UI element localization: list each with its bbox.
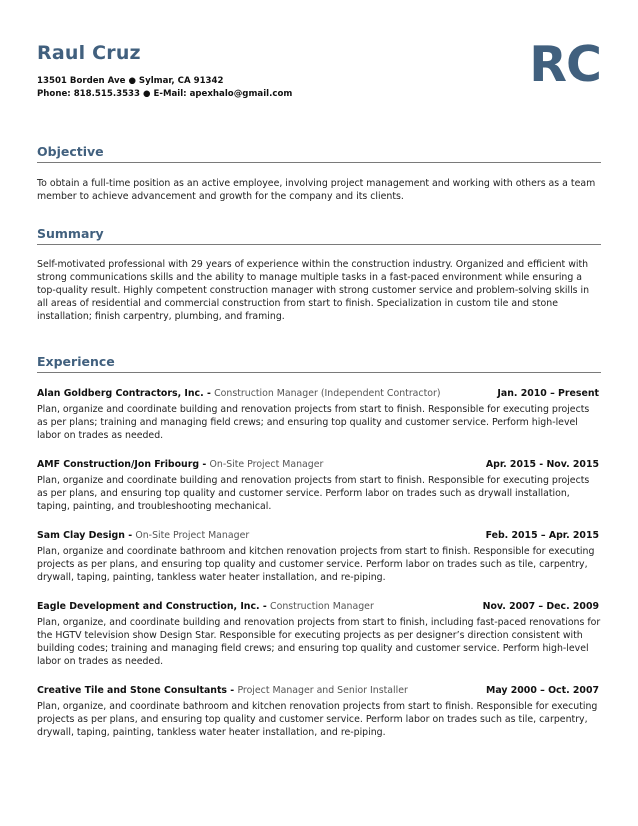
resume-header xyxy=(37,0,601,138)
applicant-name: Raul Cruz xyxy=(37,42,141,64)
address-line: 13501 Borden Ave ● Sylmar, CA 91342 xyxy=(37,76,224,86)
job-description: Plan, organize and coordinate bathroom and kitchen renovation projects from start to finish. Responsible for executing projects as per plans, and ensuring top quality and customer service. Perform labor on trades such as tile, carpentry, drywall, taping, painting, tankless water heater installation, and re-piping. xyxy=(37,546,595,583)
job-header xyxy=(37,600,601,613)
job-entry xyxy=(37,529,601,584)
summary-section xyxy=(37,226,601,323)
job-company: Creative Tile and Stone Consultants xyxy=(37,685,228,696)
objective-text: To obtain a full-time position as an active employee, involving project management and working with others as a team member to achieve advancement and growth for the company and its clients. xyxy=(37,178,596,202)
job-company: Sam Clay Design xyxy=(37,530,125,541)
job-company: Eagle Development and Construction, Inc. xyxy=(37,601,260,612)
job-role: Project Manager and Senior Installer xyxy=(237,685,408,696)
job-dates: May 2000 – Oct. 2007 xyxy=(486,685,599,696)
objective-section xyxy=(37,144,601,203)
job-separator: - xyxy=(199,459,210,470)
experience-heading: Experience xyxy=(37,354,601,373)
summary-text: Self-motivated professional with 29 years of experience within the construction industry. Organized and efficient with strong communications skills and the ability to manage multiple tasks in a fast-paced environment while ensuring a top-quality result. Highly competent construction manager with strong customer service and problem-solving skills in all areas of residential and commercial construction from start to finish. Specialization in custom tile and stone installation; finish carpentry, plumbing, and framing. xyxy=(37,259,590,322)
job-dates: Feb. 2015 – Apr. 2015 xyxy=(485,530,599,541)
job-role: On-Site Project Manager xyxy=(135,530,250,541)
objective-heading: Objective xyxy=(37,144,601,163)
job-dates: Jan. 2010 – Present xyxy=(497,388,599,399)
job-company: AMF Construction/Jon Fribourg xyxy=(37,459,200,470)
job-separator: - xyxy=(203,388,215,399)
monogram: RC xyxy=(529,36,601,93)
job-separator: - xyxy=(227,685,238,696)
contact-line: Phone: 818.515.3533 ● E-Mail: apexhalo@gmail.com xyxy=(37,89,293,99)
job-description: Plan, organize and coordinate building and renovation projects from start to finish. Responsible for executing projects as per plans; training and managing field crews; and ensuring top quality and customer service. Perform high-level labor on trades as needed. xyxy=(37,404,590,441)
job-description: Plan, organize and coordinate building and renovation projects from start to finish. Responsible for executing projects as per plans, and ensuring top quality and customer service. Perform labor on trades such as drywall installation, taping, painting, and troubleshooting mechanical. xyxy=(37,475,590,512)
job-description: Plan, organize, and coordinate building and renovation projects from start to finish, including fast-paced renovations for the HGTV television show Design Star. Responsible for executing projects as per designer’s direction consistent with building codes; training and managing field crews; and ensuring top quality and customer service. Perform high-level labor on trades as needed. xyxy=(37,617,601,667)
job-dates: Nov. 2007 – Dec. 2009 xyxy=(482,601,599,612)
job-role: Construction Manager xyxy=(270,601,374,612)
job-separator: - xyxy=(259,601,271,612)
job-entry xyxy=(37,387,601,442)
job-header xyxy=(37,529,601,542)
summary-heading: Summary xyxy=(37,226,601,245)
job-description: Plan, organize, and coordinate bathroom and kitchen renovation projects from start to finish. Responsible for executing projects as per plans, and ensuring top quality and customer service. Perform labor on trades such as tile, carpentry, drywall, taping, painting, tankless water heater installation, and re-piping. xyxy=(37,701,598,738)
job-dates: Apr. 2015 - Nov. 2015 xyxy=(485,459,599,470)
job-header xyxy=(37,684,601,697)
job-entry xyxy=(37,684,601,739)
job-role: On-Site Project Manager xyxy=(209,459,324,470)
experience-section xyxy=(37,354,601,739)
job-role: Construction Manager (Independent Contractor) xyxy=(214,388,441,399)
job-separator: - xyxy=(124,530,136,541)
job-entry xyxy=(37,600,601,668)
job-header xyxy=(37,458,601,471)
job-entry xyxy=(37,458,601,513)
job-company: Alan Goldberg Contractors, Inc. xyxy=(37,388,204,399)
job-header xyxy=(37,387,601,400)
